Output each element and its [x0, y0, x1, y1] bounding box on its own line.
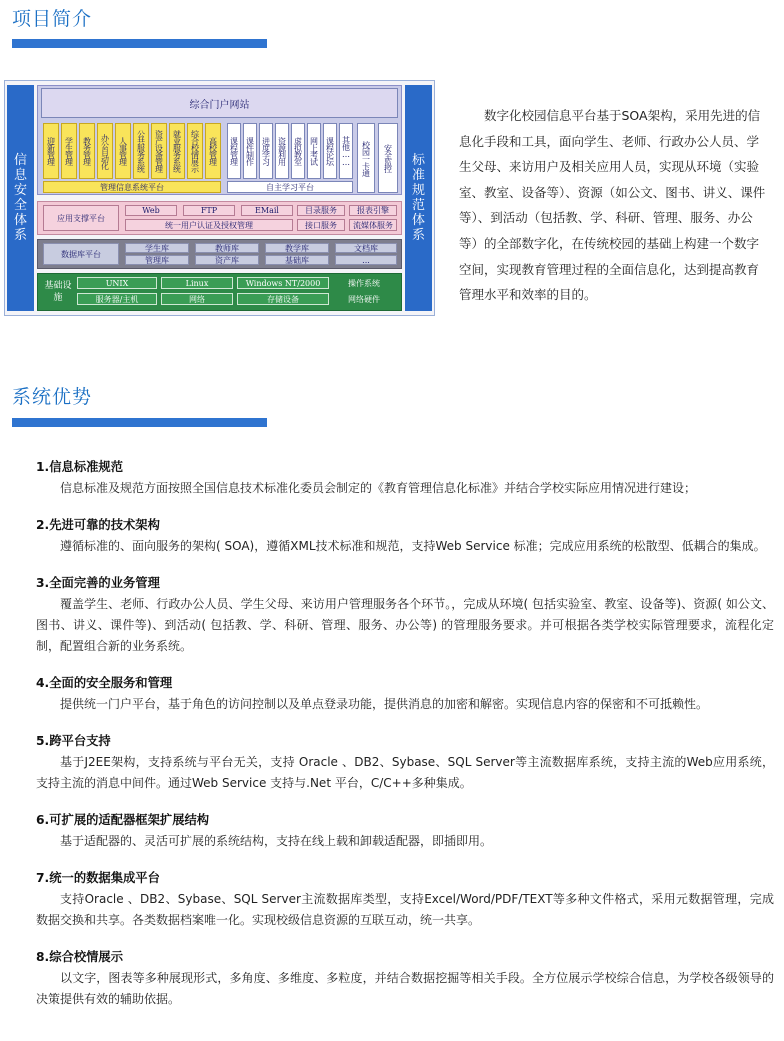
- security-monitor-box: 安全监控: [378, 123, 398, 193]
- advantage-body: 提供统一门户平台，基于角色的访问控制以及单点登录功能，提供消息的加密和解密。实现信息内容的保密和不可抵赖性。: [60, 697, 709, 711]
- advantage-heading: 3.全面完善的业务管理: [36, 576, 160, 590]
- auth-box: 统一用户认证及授权管理: [125, 219, 293, 231]
- list-item: [36, 810, 774, 852]
- service-box: 报表引擎: [349, 205, 397, 216]
- hw-label: 网络硬件: [348, 294, 380, 304]
- module-box: 资产设备管理: [151, 123, 167, 179]
- module-box: 课程论坛: [323, 123, 337, 179]
- advantage-heading: 6.可扩展的适配器框架扩展结构: [36, 813, 210, 827]
- diagram-right-label: 标准规范体系: [405, 85, 432, 311]
- hw-box: 服务器/主机: [77, 293, 157, 305]
- module-box: 办公自动化: [97, 123, 113, 179]
- db-box: 基础库: [265, 255, 329, 265]
- os-box: UNIX: [77, 277, 157, 289]
- module-box: 资源利用: [275, 123, 289, 179]
- section-title-bar: [12, 39, 267, 48]
- portal-box: 综合门户网站: [41, 88, 398, 118]
- module-box: 教务管理: [79, 123, 95, 179]
- hw-box: 存储设备: [237, 293, 329, 305]
- service-box: 流媒体服务: [349, 219, 397, 231]
- module-box: 学生管理: [61, 123, 77, 179]
- list-item: [36, 573, 774, 657]
- service-box: EMail: [241, 205, 293, 216]
- list-item: [36, 457, 774, 499]
- advantage-body: 遵循标准的、面向服务的架构( SOA)，遵循XML技术标准和规范，支持Web Service 标准；完成应用系统的松散型、低耦合的集成。: [60, 539, 766, 553]
- module-box: 课件制作: [243, 123, 257, 179]
- advantage-heading: 8.综合校情展示: [36, 950, 124, 964]
- advantages-list: [36, 457, 774, 1026]
- section-title-intro: 项目简介: [12, 8, 93, 30]
- module-box: 网上考试: [307, 123, 321, 179]
- advantage-body: 基于J2EE架构，支持系统与平台无关，支持 Oracle 、DB2、Sybase、SQL Server等主流数据库系统，支持主流的Web应用系统，支持主流的消息中间件。通过Web Service 支持与.Net 平台，C/C++多种集成。: [36, 755, 774, 790]
- advantage-body: 信息标准及规范方面按照全国信息技术标准化委员会制定的《教育管理信息化标准》并结合学校实际应用情况进行建设；: [60, 481, 697, 495]
- advantage-heading: 7.统一的数据集成平台: [36, 871, 160, 885]
- db-box: 教师库: [195, 243, 259, 253]
- campus-card-box: 校园一卡通: [357, 123, 375, 193]
- hw-box: 网络: [161, 293, 233, 305]
- module-box: 就业服务系统: [169, 123, 185, 179]
- db-box: 文档库: [335, 243, 397, 253]
- db-box: 学生库: [125, 243, 189, 253]
- mgmt-platform-box: 管理信息系统平台: [43, 181, 221, 193]
- advantage-body: 支持Oracle 、DB2、Sybase、SQL Server主流数据库类型，支持Excel/Word/PDF/TEXT等多种文件格式，采用元数据管理，完成数据交换和共享。各类数据档案唯一化。实现校级信息资源的互联互动，统一共享。: [36, 892, 774, 927]
- infra-label: 基础设施: [44, 281, 72, 303]
- list-item: [36, 673, 774, 715]
- architecture-diagram: [4, 80, 435, 316]
- db-box: ...: [335, 255, 397, 265]
- db-platform-box: 数据库平台: [43, 243, 119, 265]
- advantage-body: 覆盖学生、老师、行政办公人员、学生父母、来访用户管理服务各个环节。，完成从环境( 包括实验室、教室、设备等)、资源( 如公文、图书、讲义、课件等)、到活动( 包括教、学、科研、管理、服务、办公等) 的管理服务要求。并可根据各类学校实际管理要求，流程化定制，配置组合新的业务系统。: [36, 597, 774, 653]
- list-item: [36, 868, 774, 931]
- module-box: 其他……: [339, 123, 353, 179]
- os-box: Windows NT/2000: [237, 277, 329, 289]
- module-box: 课程管理: [227, 123, 241, 179]
- list-item: [36, 515, 774, 557]
- section-title-bar: [12, 418, 267, 427]
- diagram-left-label: 信息安全体系: [7, 85, 34, 311]
- service-box: FTP: [183, 205, 235, 216]
- advantage-heading: 1.信息标准规范: [36, 460, 124, 474]
- list-item: [36, 731, 774, 794]
- service-box: 接口服务: [297, 219, 345, 231]
- service-box: 目录服务: [297, 205, 345, 216]
- service-box: Web: [125, 205, 177, 216]
- module-box: 迎新管理: [43, 123, 59, 179]
- intro-paragraph: 数字化校园信息平台基于SOA架构，采用先进的信息化手段和工具，面向学生、老师、行政办公人员、学生父母、来访用户及相关应用人员，实现从环境（实验室、教室、设备等）、资源（如公文、图书、讲义、课件等）、到活动（包括教、学、科研、管理、服务、办公等）的全部数字化，在传统校园的基础上构建一个数字空间，实现教育管理过程的全面信息化，达到提高教育管理水平和效率的目的。: [459, 108, 766, 303]
- db-box: 教学库: [265, 243, 329, 253]
- module-box: 人事管理: [115, 123, 131, 179]
- advantage-body: 以文字，图表等多种展现形式，多角度、多维度、多粒度，并结合数据挖掘等相关手段。全方位展示学校综合信息，为学校各级领导的决策提供有效的辅助依据。: [36, 971, 774, 1006]
- module-box: 虚拟教室: [291, 123, 305, 179]
- study-platform-box: 自主学习平台: [227, 181, 353, 193]
- advantage-body: 基于适配器的、灵活可扩展的系统结构，支持在线上载和卸载适配器，即插即用。: [60, 834, 493, 848]
- list-item: [36, 947, 774, 1010]
- db-box: 管理库: [125, 255, 189, 265]
- module-box: 公共服务系统: [133, 123, 149, 179]
- os-box: Linux: [161, 277, 233, 289]
- advantage-heading: 2.先进可靠的技术架构: [36, 518, 160, 532]
- module-box: 进度学习: [259, 123, 273, 179]
- advantage-heading: 5.跨平台支持: [36, 734, 111, 748]
- app-platform-box: 应用支撑平台: [43, 205, 119, 231]
- os-label: 操作系统: [348, 278, 380, 288]
- section-title-advantages: 系统优势: [12, 386, 93, 408]
- module-box: 高校管理: [205, 123, 221, 179]
- db-box: 资产库: [195, 255, 259, 265]
- advantage-heading: 4.全面的安全服务和管理: [36, 676, 173, 690]
- module-box: 综合校情展示: [187, 123, 203, 179]
